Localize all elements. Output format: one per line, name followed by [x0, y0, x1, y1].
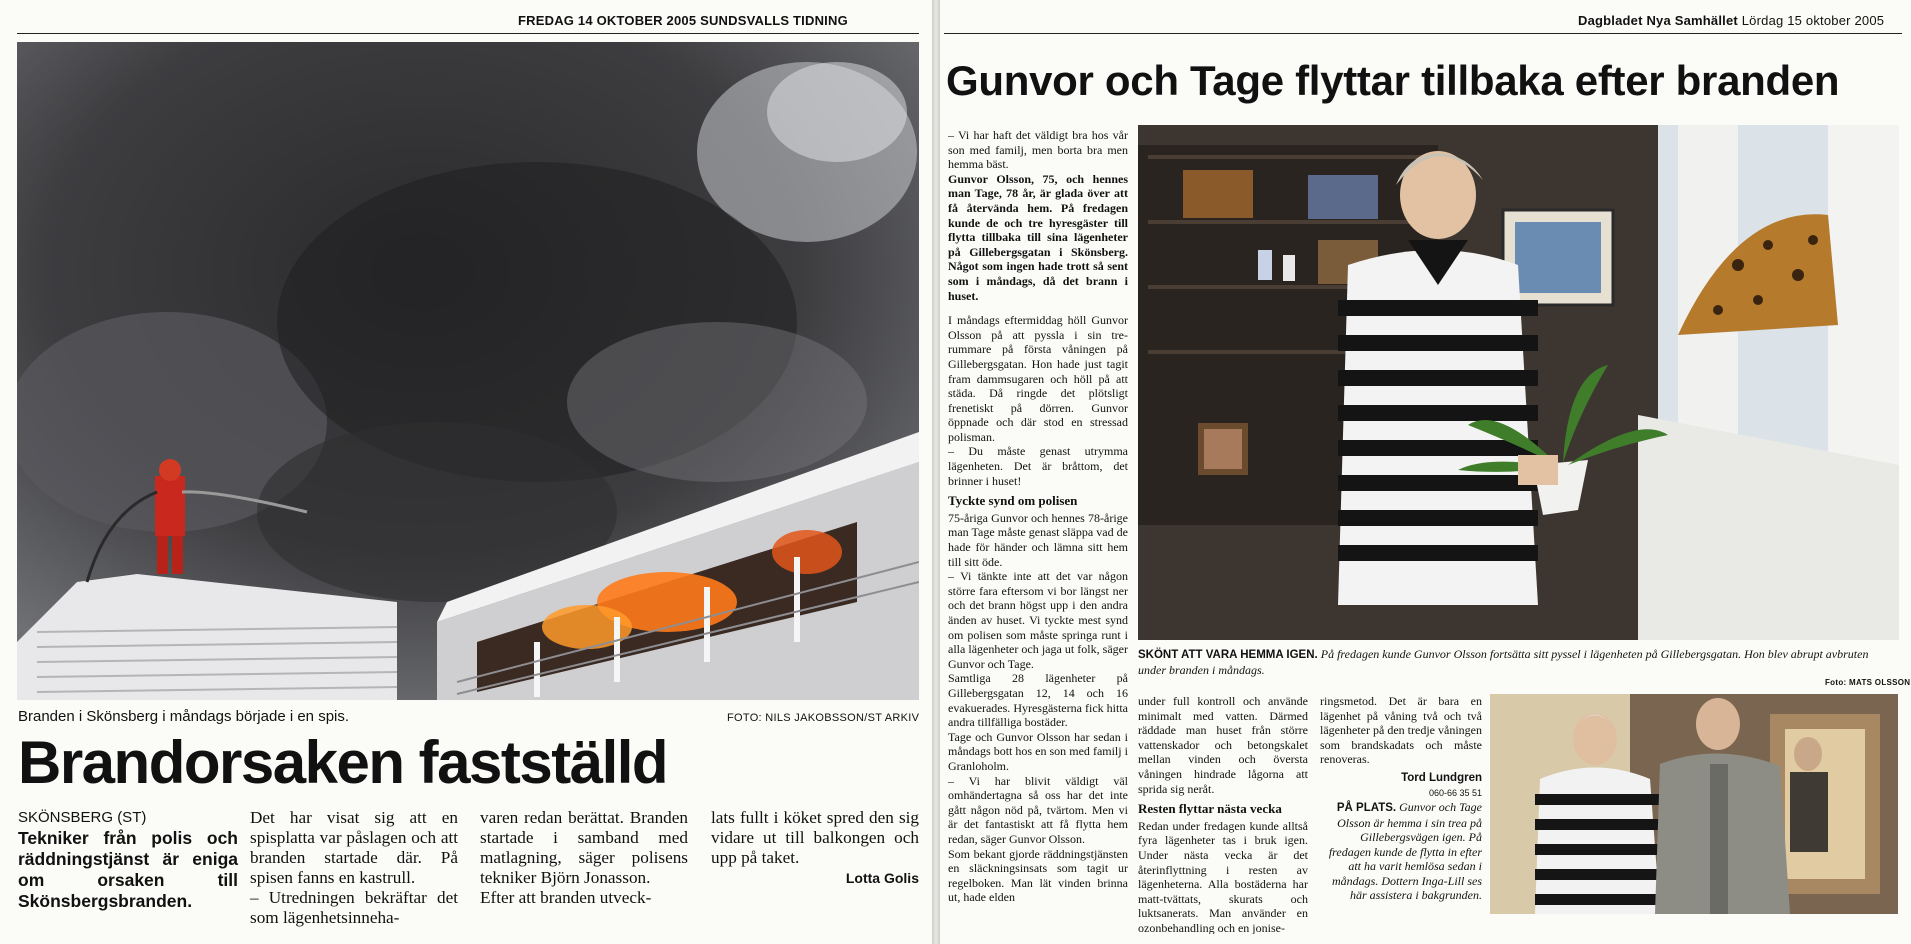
gunvor-photo: [1138, 125, 1899, 640]
article-lede: Tekniker från polis och räddningstjänst är eniga om orsaken till Skönsbergsbranden.: [18, 828, 238, 911]
gunvor-photo-credit: Foto: MATS OLSSON: [1825, 678, 1911, 687]
right-folio-rule: [944, 33, 1902, 34]
main-caption-lead: SKÖNT ATT VARA HEMMA IGEN.: [1138, 649, 1318, 661]
couple-photo-illustration: [1490, 694, 1898, 914]
col3-para-1: ringsmetod. Det är bara en lägenhet på våning två och två lägenheter på den tredje våningen som brandskadats och måste renoveras.: [1320, 694, 1482, 767]
couple-photo-caption: [1320, 800, 1482, 903]
right-para-2: 75-åriga Gunvor och hennes 78-årige man Tage måste genast släppa vad de hade för händer och lämna sitt hem till sitt öde. – Vi tänkte inte att det var någon större fara eftersom vi bor längst ner och det brann högst upp i den andra änden av huset. Vi tyckte mest synd om polisen som måste springa runt i alla lägenheter och jaga ut folk, säger Gunvor och Tage. Samtliga 28 lägenheter på Gillebergsgatan 12, 14 och 16 evakuerades. Hyresgästerna fick hitta andra tillfälliga bostäder. Tage och Gunvor Olsson har sedan i måndags bott hos en son med familj i Granloholm. – Vi har blivit väldigt väl omhändertagna så oss har det inte gått någon nöd på, tvärtom. Men vi är det fantastiskt att få flytta hem redan, säger Gunvor Olsson. Som bekant gjorde räddningstjänsten en släckningsinsats som tagit ur regelboken. Man lät vinden brinna ut, hade elden: [948, 510, 1128, 905]
signature-phone: 060-66 35 51: [1428, 787, 1482, 798]
right-para-1: I måndags eftermiddag höll Gunvor Olsson på att pyssla i sin tre-rummare på första våningen på Gillebergsgatan. Hon hade just tagit fram dammsugaren och höll på att städa. Då ringde det plötsligt frenetiskt på dörren. Gunvor öppnade och där stod en stressad polisman. – Du måste genast utrymma lägenheten. Det är bråttom, det brinner i huset!: [948, 313, 1128, 488]
folio-rule: [17, 33, 919, 34]
gunvor-photo-caption: [1138, 647, 1899, 677]
right-page-folio: [1578, 13, 1884, 28]
couple-photo: [1490, 694, 1898, 914]
fire-photo-illustration: [17, 42, 919, 700]
subhead-resten: Resten flyttar nästa vecka: [1138, 801, 1282, 817]
left-newspaper-page: [0, 0, 932, 944]
small-caption-lead: PÅ PLATS.: [1336, 802, 1397, 814]
signature: Tord Lundgren: [1401, 771, 1482, 784]
article-col-3: varen redan berättat. Branden startade i samband med matlagning, säger polisens tekniker Björn Jonasson. Efter att branden utveck-: [480, 808, 688, 907]
fire-photo-credit: FOTO: NILS JAKOBSSON/ST ARKIV: [727, 712, 920, 724]
right-article-col-2: [1138, 694, 1308, 934]
main-caption-text: På fredagen kunde Gunvor Olsson fortsätta sitt pyssel i lägenheten på Gillebergsgatan. Hon blev abrupt avbruten under branden i måndags.: [1138, 647, 1869, 677]
fire-photo-caption: Branden i Skönsberg i måndags började i en spis.: [18, 708, 350, 725]
right-folio-date: Lördag 15 oktober 2005: [1741, 13, 1885, 28]
page-gutter: [932, 0, 940, 944]
left-headline: Brandorsaken fastställd: [18, 729, 668, 796]
right-folio-paper: Dagbladet Nya Samhället: [1578, 13, 1738, 28]
fire-photo: [17, 42, 919, 700]
small-caption-text: Gunvor och Tage Olsson är hemma i sin trea på Gillebergsvägen igen. På fredagen kunde de flytta in efter att ha varit hemlösa sedan i måndags. Dottern Inga-Lill ses här assistera i bakgrunden.: [1328, 800, 1482, 902]
right-article-col-3: [1320, 694, 1482, 800]
right-intro: – Vi har haft det väldigt bra hos vår son med familj, men borta bra men hemma bäst.: [948, 128, 1128, 172]
article-col-4: [711, 808, 919, 888]
col2-para-1: under full kontroll och använde minimalt med vatten. Därmed räddade man huset från större vattenskador och betongskalet mellan vinden och översta våningen hindrade lågorna att sprida sig neråt.: [1138, 694, 1308, 796]
gunvor-photo-illustration: [1138, 125, 1899, 640]
dateline: SKÖNSBERG (ST): [18, 809, 147, 826]
subhead-polisen: Tyckte synd om polisen: [948, 493, 1078, 509]
article-col-4-text: lats fullt i köket spred den sig vidare ut till balkongen och upp på taket.: [711, 808, 919, 867]
byline: Lotta Golis: [845, 870, 919, 886]
left-page-folio: FREDAG 14 OKTOBER 2005 SUNDSVALLS TIDNING: [518, 13, 848, 28]
article-col-1: [18, 808, 238, 912]
right-newspaper-page: [940, 0, 1911, 944]
right-headline: Gunvor och Tage flyttar tillbaka efter branden: [946, 57, 1840, 104]
right-article-col-1: [948, 128, 1128, 934]
right-lead: Gunvor Olsson, 75, och hennes man Tage, 78 år, är glada över att få återvända hem. På fredagen kunde de och tre hyresgäster till flytta tillbaka till sina lägenheter på Gillebergsgatan i Skönsberg. Något som ingen hade trott så sent som i måndags, då det brann i huset.: [948, 171, 1128, 303]
col2-para-2: Redan under fredagen kunde alltså fyra lägenheter tas i bruk igen. Under nästa vecka är det återinflyttning i resten av lägenheterna. Alla bostäderna har matt-tvättats, skurats och luktsanerats. Man använder en ozonbehandling och en jonise-: [1138, 818, 1308, 934]
article-col-2: Det har visat sig att en spisplatta var påslagen och att branden startade där. På spisen fanns en kastrull. – Utredningen bekräftar det som lägenhetsinneha-: [250, 808, 458, 927]
